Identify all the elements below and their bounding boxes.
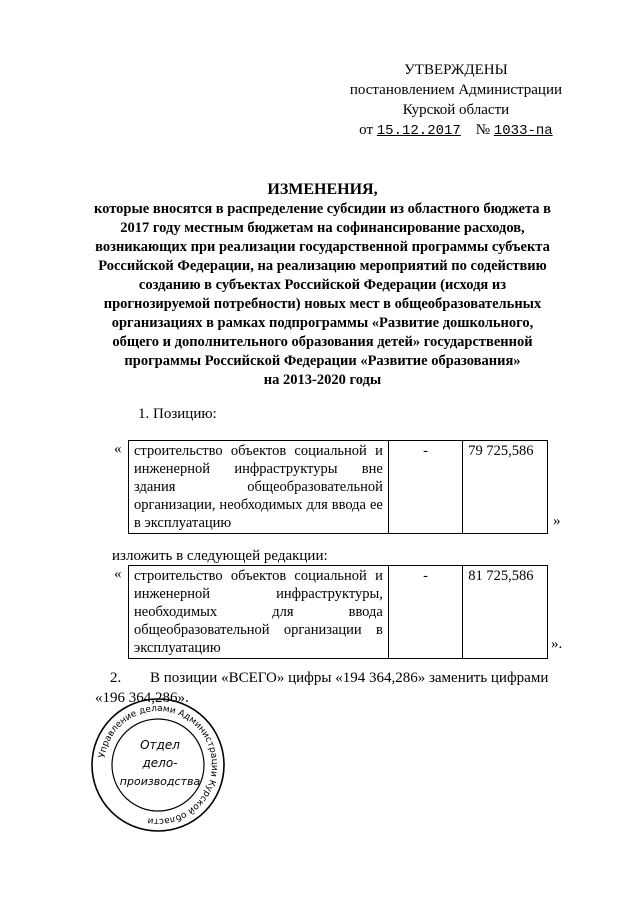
approval-date: 15.12.2017: [376, 123, 461, 139]
old-dash-cell: -: [388, 441, 462, 534]
title-line: которые вносятся в распределение субсидии из областного бюджета в: [94, 201, 551, 217]
new-position-table: [128, 565, 548, 659]
approval-number: 1033-па: [493, 123, 553, 139]
item-2-line-1: В позиции «ВСЕГО» цифры «194 364,286» заменить цифрами: [150, 670, 549, 686]
title-line: 2017 году местным бюджетам на софинансирование расходов,: [120, 220, 525, 236]
stamp-icon: [88, 695, 228, 835]
title-line: организациях в рамках подпрограммы «Развитие дошкольного,: [111, 315, 534, 331]
close-quote: »: [553, 513, 561, 529]
stamp-center-3: производства: [119, 775, 201, 788]
stamp-center-2: дело-: [142, 756, 178, 770]
item-1-label: 1. Позицию:: [138, 406, 217, 422]
table-row: [129, 566, 548, 659]
new-value-cell: 81 725,586: [463, 566, 548, 659]
open-quote: «: [114, 441, 122, 457]
stamp-ring-text: Управление делами Администрации Курской области: [97, 703, 220, 827]
replace-text: изложить в следующей редакции:: [112, 548, 328, 564]
number-prefix: №: [475, 122, 491, 138]
item-2-line-2: «196 364,286».: [95, 690, 189, 706]
old-description-cell: строительство объектов социальной и инженерной инфраструктуры вне здания общеобразовательной организации, необходимых для ввода ее в эксплуатацию: [129, 441, 389, 534]
old-position-table: [128, 440, 548, 534]
approval-block: [350, 60, 562, 141]
title-line: программы Российской Федерации «Развитие образования»: [124, 353, 521, 369]
new-description-cell: строительство объектов социальной и инженерной инфраструктуры, необходимых для ввода общеобразовательной организации в эксплуатацию: [129, 566, 389, 659]
title-line: прогнозируемой потребности) новых мест в общеобразовательных: [103, 296, 542, 312]
approval-date-line: [350, 120, 562, 141]
title-line: Российской Федерации, на реализацию мероприятий по содействию: [98, 258, 547, 274]
stamp-seal: [88, 695, 228, 835]
approval-line-1: постановлением Администрации: [349, 82, 562, 98]
title-line: возникающих при реализации государственной программы субъекта: [95, 239, 550, 255]
title-line: на 2013-2020 годы: [263, 372, 382, 388]
approval-line-2: Курской области: [402, 102, 510, 118]
stamp-center-1: Отдел: [140, 738, 180, 752]
document-title: [70, 180, 575, 390]
approval-heading: УТВЕРЖДЕНЫ: [404, 62, 508, 78]
new-dash-cell: -: [388, 566, 462, 659]
item-2-number: 2.: [110, 670, 122, 686]
title-main: ИЗМЕНЕНИЯ,: [267, 181, 378, 198]
table-row: [129, 441, 548, 534]
title-line: созданию в субъектах Российской Федерации (исходя из: [138, 277, 507, 293]
old-value-cell: 79 725,586: [463, 441, 548, 534]
date-prefix: от: [359, 122, 374, 138]
close-quote: ».: [551, 636, 563, 652]
title-line: общего и дополнительного образования детей» государственной: [112, 334, 533, 350]
open-quote: «: [114, 566, 122, 582]
